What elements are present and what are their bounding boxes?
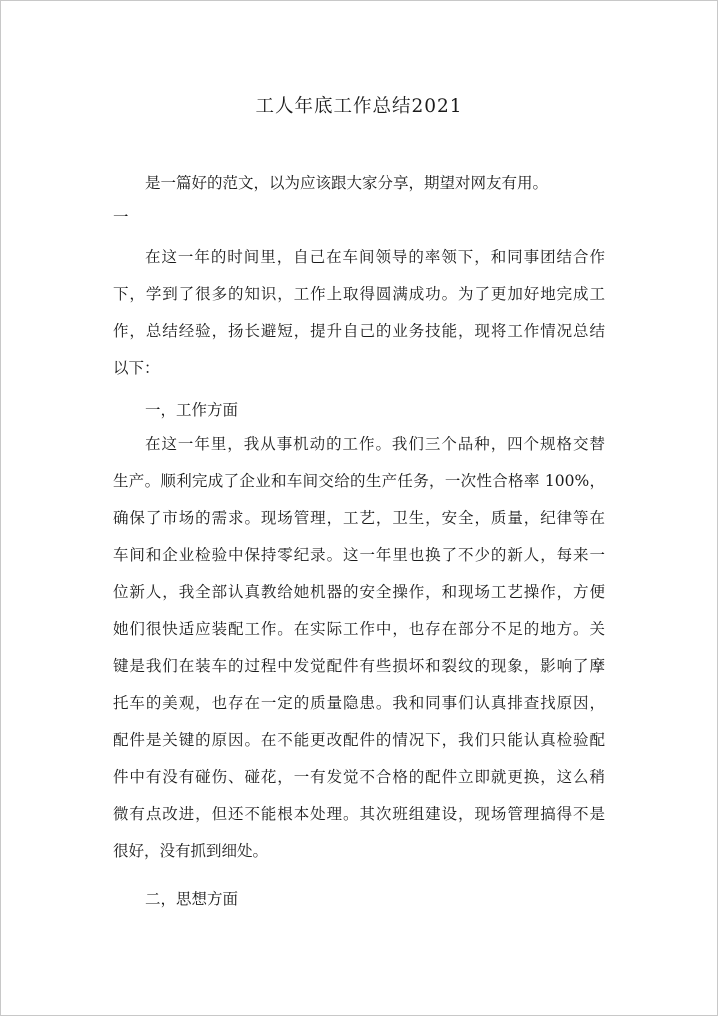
paragraph-line: 在这一年里，我从事机动的工作。我们三个品种，四个规格交替	[145, 435, 605, 453]
paragraph-line: 她们很快适应装配工作。在实际工作中，也存在部分不足的地方。关	[113, 620, 605, 638]
section-heading-thought: 二，思想方面	[145, 890, 239, 908]
paragraph-line: 很好，没有抓到细处。	[113, 842, 269, 860]
paragraph-line: 以下：	[113, 359, 160, 377]
paragraph-line: 配件是关键的原因。在不能更改配件的情况下，我们只能认真检验配	[113, 731, 605, 749]
paragraph-line: 确保了市场的需求。现场管理，工艺，卫生，安全，质量，纪律等在	[113, 509, 605, 527]
paragraph-line: 下，学到了很多的知识，工作上取得圆满成功。为了更加好地完成工	[113, 285, 605, 303]
paragraph-line: 在这一年的时间里，自己在车间领导的率领下，和同事团结合作	[145, 248, 605, 266]
document-title: 工人年底工作总结2021	[255, 96, 463, 117]
paragraph-line: 生产。顺利完成了企业和车间交给的生产任务，一次性合格率 100%，	[113, 472, 605, 490]
intro-mark: 一	[113, 208, 129, 226]
paragraph-line: 位新人，我全部认真教给她机器的安全操作，和现场工艺操作，方便	[113, 583, 605, 601]
paragraph-line: 作，总结经验，扬长避短，提升自己的业务技能，现将工作情况总结	[113, 322, 605, 340]
paragraph-line: 件中有没有碰伤、碰花，一有发觉不合格的配件立即就更换，这么稍	[113, 768, 605, 786]
paragraph-line: 键是我们在装车的过程中发觉配件有些损坏和裂纹的现象，影响了摩	[113, 657, 605, 675]
paragraph-line: 微有点改进，但还不能根本处理。其次班组建设，现场管理搞得不是	[113, 805, 605, 823]
paragraph-line: 车间和企业检验中保持零纪录。这一年里也换了不少的新人，每来一	[113, 546, 605, 564]
section-heading-work: 一，工作方面	[145, 401, 239, 419]
paragraph-line: 托车的美观，也存在一定的质量隐患。我和同事们认真排查找原因，	[113, 694, 605, 712]
intro-line: 是一篇好的范文，以为应该跟大家分享，期望对网友有用。	[145, 174, 549, 192]
